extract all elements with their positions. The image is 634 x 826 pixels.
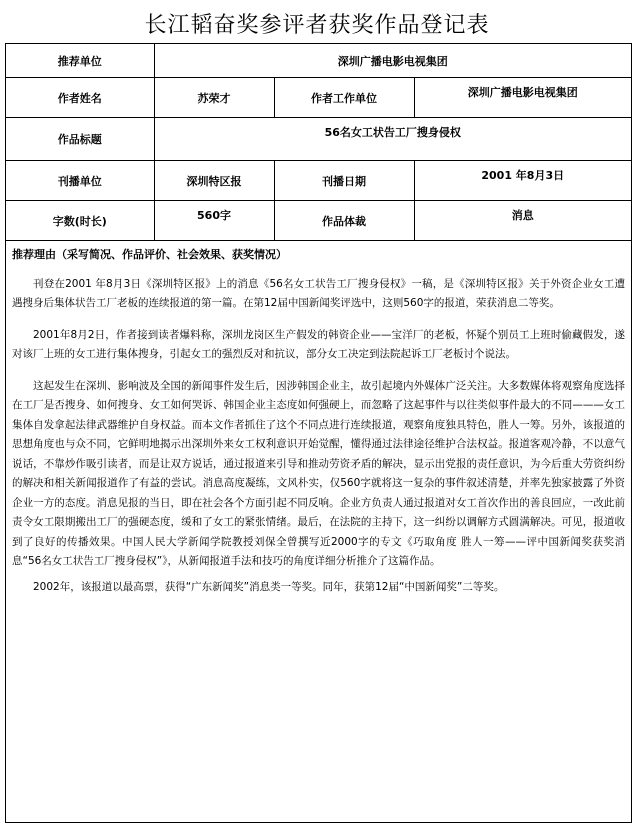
form-title: 长江韬奋奖参评者获奖作品登记表 [144,13,490,38]
reasons-paragraph: 2002年，该报道以最高票，获得“广东新闻奖”消息类一等奖。同年，获第12届“中国新闻奖”二等奖。 [33,580,505,593]
reasons-paragraph: 2001年8月2日，作者接到读者爆料称，深圳龙岗区生产假发的韩资企业——宝洋厂的老板，怀疑个别员工上班时偷藏假发，遂对该厂上班的女工进行集体搜身，引起女工的强烈反对和抗议，部分女工决定到法院起诉工厂老板讨个说法。 [12,328,625,360]
work-title-value: 56名女工状告工厂搜身侵权 [154,118,631,161]
row-recommender [6,44,631,78]
reasons-heading: 推荐理由（采写简况、作品评价、社会效果、获奖情况） [12,248,287,261]
word-count-label: 字数(时长) [6,201,154,241]
registration-form [5,43,632,823]
genre-value: 消息 [414,201,631,241]
reasons-paragraph: 这起发生在深圳、影响波及全国的新闻事件发生后，因涉韩国企业主，故引起境内外媒体广泛关注。大多数媒体将观察角度选择在工厂是否搜身、如何搜身、女工如何哭诉、韩国企业主态度如何强硬上，而忽略了这起事件与以往类似事件最大的不同———女工集体自发拿起法律武器维护自身权益。而本文作者抓住了这个不同点进行连续报道，观察角度独具特色，胜人一筹。另外，该报道的思想角度也与众不同，它鲜明地揭示出深圳外来女工权利意识开始觉醒，懂得通过法律途径维护合法权益。报道客观冷静，不以意气说话，不靠炒作吸引读者，而是让双方说话，通过报道来引导和推动劳资矛盾的解决，显示出党报的责任意识，为今后重大劳资纠纷的解决和相关新闻报道作了有益的尝试。消息高度凝练，文风朴实，仅560字就将这一复杂的事件叙述清楚，并率先独家披露了外资企业一方的态度。消息见报的当日，即在社会各个方面引起不同反响。企业方负责人通过报道对女工首次作出的善良回应，一改此前责令女工限期搬出工厂的强硬态度，缓和了女工的紧张情绪。最后，在法院的主持下，这一纠纷以调解方式圆满解决。可见，报道收到了良好的传播效果。中国人民大学新闻学院教授刘保全曾撰写近2000字的专文《巧取角度 胜人一筹——评中国新闻奖获奖消息“56名女工状告工厂搜身侵权”》，从新闻报道手法和技巧的角度详细分析推介了这篇作品。 [12,379,625,567]
genre-label: 作品体裁 [274,201,414,241]
reasons-paragraph: 刊登在2001 年8月3日《深圳特区报》上的消息《56名女工状告工厂搜身侵权》一稿，是《深圳特区报》关于外资企业女工遭遇搜身后集体状告工厂老板的连续报道的第一篇。在第12届中国新闻奖评选中，这则560字的报道，荣获消息二等奖。 [12,277,625,309]
author-value: 苏荣才 [154,78,274,118]
author-label: 作者姓名 [6,78,154,118]
recommender-label: 推荐单位 [6,44,154,78]
row-publisher [6,161,631,201]
info-table [6,44,631,241]
author-unit-label: 作者工作单位 [274,78,414,118]
row-author [6,78,631,118]
work-title-label: 作品标题 [6,118,154,161]
recommender-value: 深圳广播电影电视集团 [154,44,631,78]
row-word-count [6,201,631,241]
publisher-value: 深圳特区报 [154,161,274,201]
reasons-section [6,241,631,597]
publisher-label: 刊播单位 [6,161,154,201]
word-count-value: 560字 [154,201,274,241]
author-unit-value: 深圳广播电影电视集团 [414,78,631,118]
pub-date-value: 2001 年8月3日 [414,161,631,201]
pub-date-label: 刊播日期 [274,161,414,201]
row-work-title [6,118,631,161]
